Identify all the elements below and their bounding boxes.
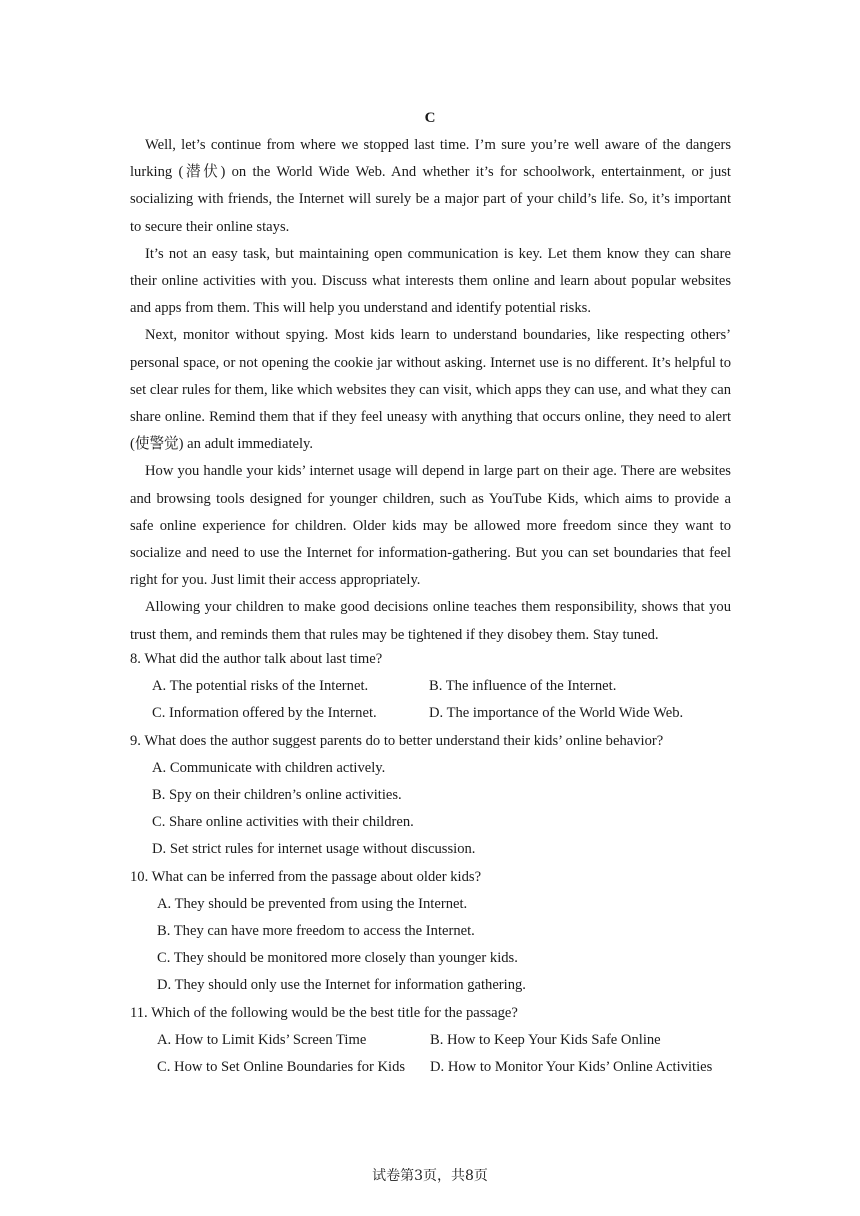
option-row: [130, 1027, 740, 1054]
passage-paragraph: Next, monitor without spying. Most kids learn to understand boundaries, like respecting others’ personal space, or not opening the cookie jar without asking. Internet use is no different. It’s helpful to set clear rules for them, like which websites they can visit, which apps they can use, and what they can share online. Remind them that if they feel uneasy with anything that occurs online, they need to alert (使警觉) an adult immediately.: [130, 327, 731, 453]
option-c: C. Share online activities with their children.: [152, 814, 414, 831]
option-c: C. Information offered by the Internet.: [152, 705, 377, 722]
question-stem: 11. Which of the following would be the best title for the passage?: [130, 1004, 518, 1021]
question-stem: 10. What can be inferred from the passage about older kids?: [130, 868, 482, 885]
option-row: [130, 1054, 740, 1081]
option-d: D. Set strict rules for internet usage without discussion.: [152, 841, 476, 858]
page-footer: 试卷第3页，共8页: [372, 1168, 488, 1184]
reading-passage: [130, 132, 731, 649]
option-a: A. The potential risks of the Internet.: [152, 678, 369, 695]
option-row: [130, 673, 740, 700]
question-stem: 8. What did the author talk about last time?: [130, 651, 383, 667]
option-a: A. Communicate with children actively.: [152, 759, 386, 776]
question-9: [130, 728, 740, 864]
question-10: [130, 864, 740, 1000]
question-stem: 9. What does the author suggest parents do to better understand their kids’ online behavior?: [130, 732, 664, 749]
option-list: [130, 891, 740, 1000]
option-c: C. They should be monitored more closely than younger kids.: [157, 950, 518, 967]
option-b: B. They can have more freedom to access the Internet.: [157, 923, 475, 940]
passage-paragraph: How you handle your kids’ internet usage will depend in large part on their age. There are websites and browsing tools designed for younger children, such as YouTube Kids, which aims to provide a safe online experience for children. Older kids may be allowed more freedom since they want to socialize and need to use the Internet for information-gathering. But you can set boundaries that feel right for you. Just limit their access appropriately.: [130, 463, 731, 589]
option-c: C. How to Set Online Boundaries for Kids: [157, 1059, 406, 1076]
passage-paragraph: It’s not an easy task, but maintaining open communication is key. Let them know they can share their online activities with you. Discuss what interests them online and learn about popular websites and apps from them. This will help you understand and identify potential risks.: [130, 245, 731, 317]
option-list: [130, 755, 740, 864]
question-8: [130, 646, 740, 728]
option-d: D. How to Monitor Your Kids’ Online Activities: [430, 1059, 713, 1076]
option-a: A. They should be prevented from using the Internet.: [157, 895, 468, 912]
option-b: B. How to Keep Your Kids Safe Online: [430, 1031, 661, 1048]
passage-paragraph: Well, let’s continue from where we stopped last time. I’m sure you’re well aware of the dangers lurking (潜伏) on the World Wide Web. And whether it’s for schoolwork, entertainment, or just socializing with friends, the Internet will surely be a major part of your child’s life. So, it’s important to secure their online stays.: [130, 137, 731, 235]
option-a: A. How to Limit Kids’ Screen Time: [157, 1031, 367, 1048]
option-b: B. Spy on their children’s online activities.: [152, 787, 402, 804]
option-row: [130, 700, 740, 727]
question-list: [130, 646, 740, 1081]
option-d: D. They should only use the Internet for information gathering.: [157, 977, 526, 994]
passage-paragraph: Allowing your children to make good decisions online teaches them responsibility, shows that you trust them, and reminds them that rules may be tightened if they disobey them. Stay tuned.: [130, 599, 731, 643]
section-letter: C: [424, 110, 436, 126]
option-d: D. The importance of the World Wide Web.: [429, 705, 684, 722]
option-b: B. The influence of the Internet.: [429, 678, 617, 695]
question-11: [130, 1000, 740, 1082]
